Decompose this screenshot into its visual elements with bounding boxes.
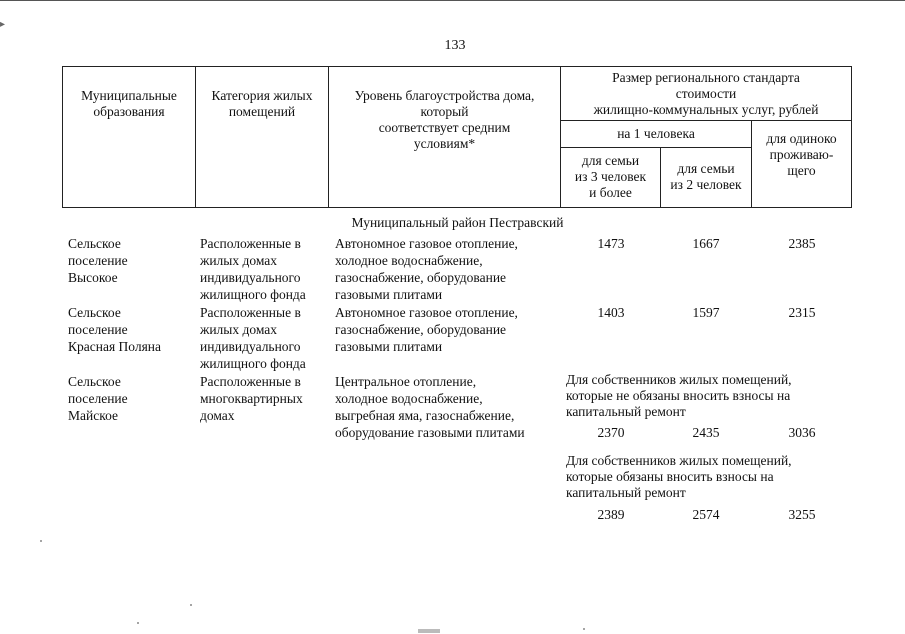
- header-per-person: на 1 человека: [617, 126, 695, 141]
- section-title: Муниципальный район Пестравский: [351, 215, 564, 230]
- scan-speck: [40, 540, 42, 542]
- header-family-3: для семьи из 3 человек и более: [574, 153, 647, 200]
- row3-value1-family2: 2435: [692, 425, 720, 440]
- row1-level: Автономное газовое отопление, холодное водоснабжение, газоснабжение, оборудование газовыми плитами: [335, 236, 518, 302]
- header-municipalities: Муниципальные образования: [81, 88, 177, 119]
- header-category: Категория жилых помещений: [211, 88, 313, 119]
- scan-speck: [190, 604, 192, 606]
- row3-note-obliged: Для собственников жилых помещений, которые обязаны вносить взносы на капитальный ремонт: [566, 453, 792, 500]
- scan-speck: [137, 622, 139, 624]
- row3-municipality: Сельское поселение Майское: [68, 374, 128, 423]
- header-family-2: для семьи из 2 человек: [670, 161, 742, 192]
- row2-value-single: 2315: [788, 305, 816, 320]
- row3-category: Расположенные в многоквартирных домах: [200, 374, 303, 423]
- header-level: Уровень благоустройства дома, который соответствует средним условиям*: [354, 88, 535, 151]
- page-number: 133: [444, 38, 466, 53]
- row-divider: [560, 120, 851, 121]
- row3-value2-family2: 2574: [692, 507, 720, 522]
- row3-note-not-obliged: Для собственников жилых помещений, которые не обязаны вносить взносы на капитальный ремонт: [566, 372, 792, 419]
- row3-level: Центральное отопление, холодное водоснабжение, выгребная яма, газоснабжение, оборудование газовыми плитами: [335, 374, 525, 440]
- row-divider: [560, 147, 751, 148]
- row3-value2-single: 3255: [788, 507, 816, 522]
- page-top-edge: [0, 0, 905, 1]
- row2-value-family2: 1597: [692, 305, 720, 320]
- table-header: [62, 66, 852, 208]
- row2-value-family3: 1403: [597, 305, 625, 320]
- header-single: для одиноко проживаю- щего: [766, 131, 837, 178]
- header-standard-size: Размер регионального стандарта стоимости жилищно-коммунальных услуг, рублей: [593, 70, 819, 117]
- row1-municipality: Сельское поселение Высокое: [68, 236, 128, 285]
- row1-value-family3: 1473: [597, 236, 625, 251]
- row1-category: Расположенные в жилых домах индивидуального жилищного фонда: [200, 236, 306, 302]
- row3-value2-family3: 2389: [597, 507, 625, 522]
- row2-category: Расположенные в жилых домах индивидуального жилищного фонда: [200, 305, 306, 371]
- row3-value1-single: 3036: [788, 425, 816, 440]
- row1-value-family2: 1667: [692, 236, 720, 251]
- scan-speck: [583, 628, 585, 630]
- scan-mark: ▸: [0, 19, 6, 30]
- row2-level: Автономное газовое отопление, газоснабжение, оборудование газовыми плитами: [335, 305, 518, 354]
- scan-smudge: [418, 629, 440, 633]
- row1-value-single: 2385: [788, 236, 816, 251]
- row3-value1-family3: 2370: [597, 425, 625, 440]
- row2-municipality: Сельское поселение Красная Поляна: [68, 305, 162, 354]
